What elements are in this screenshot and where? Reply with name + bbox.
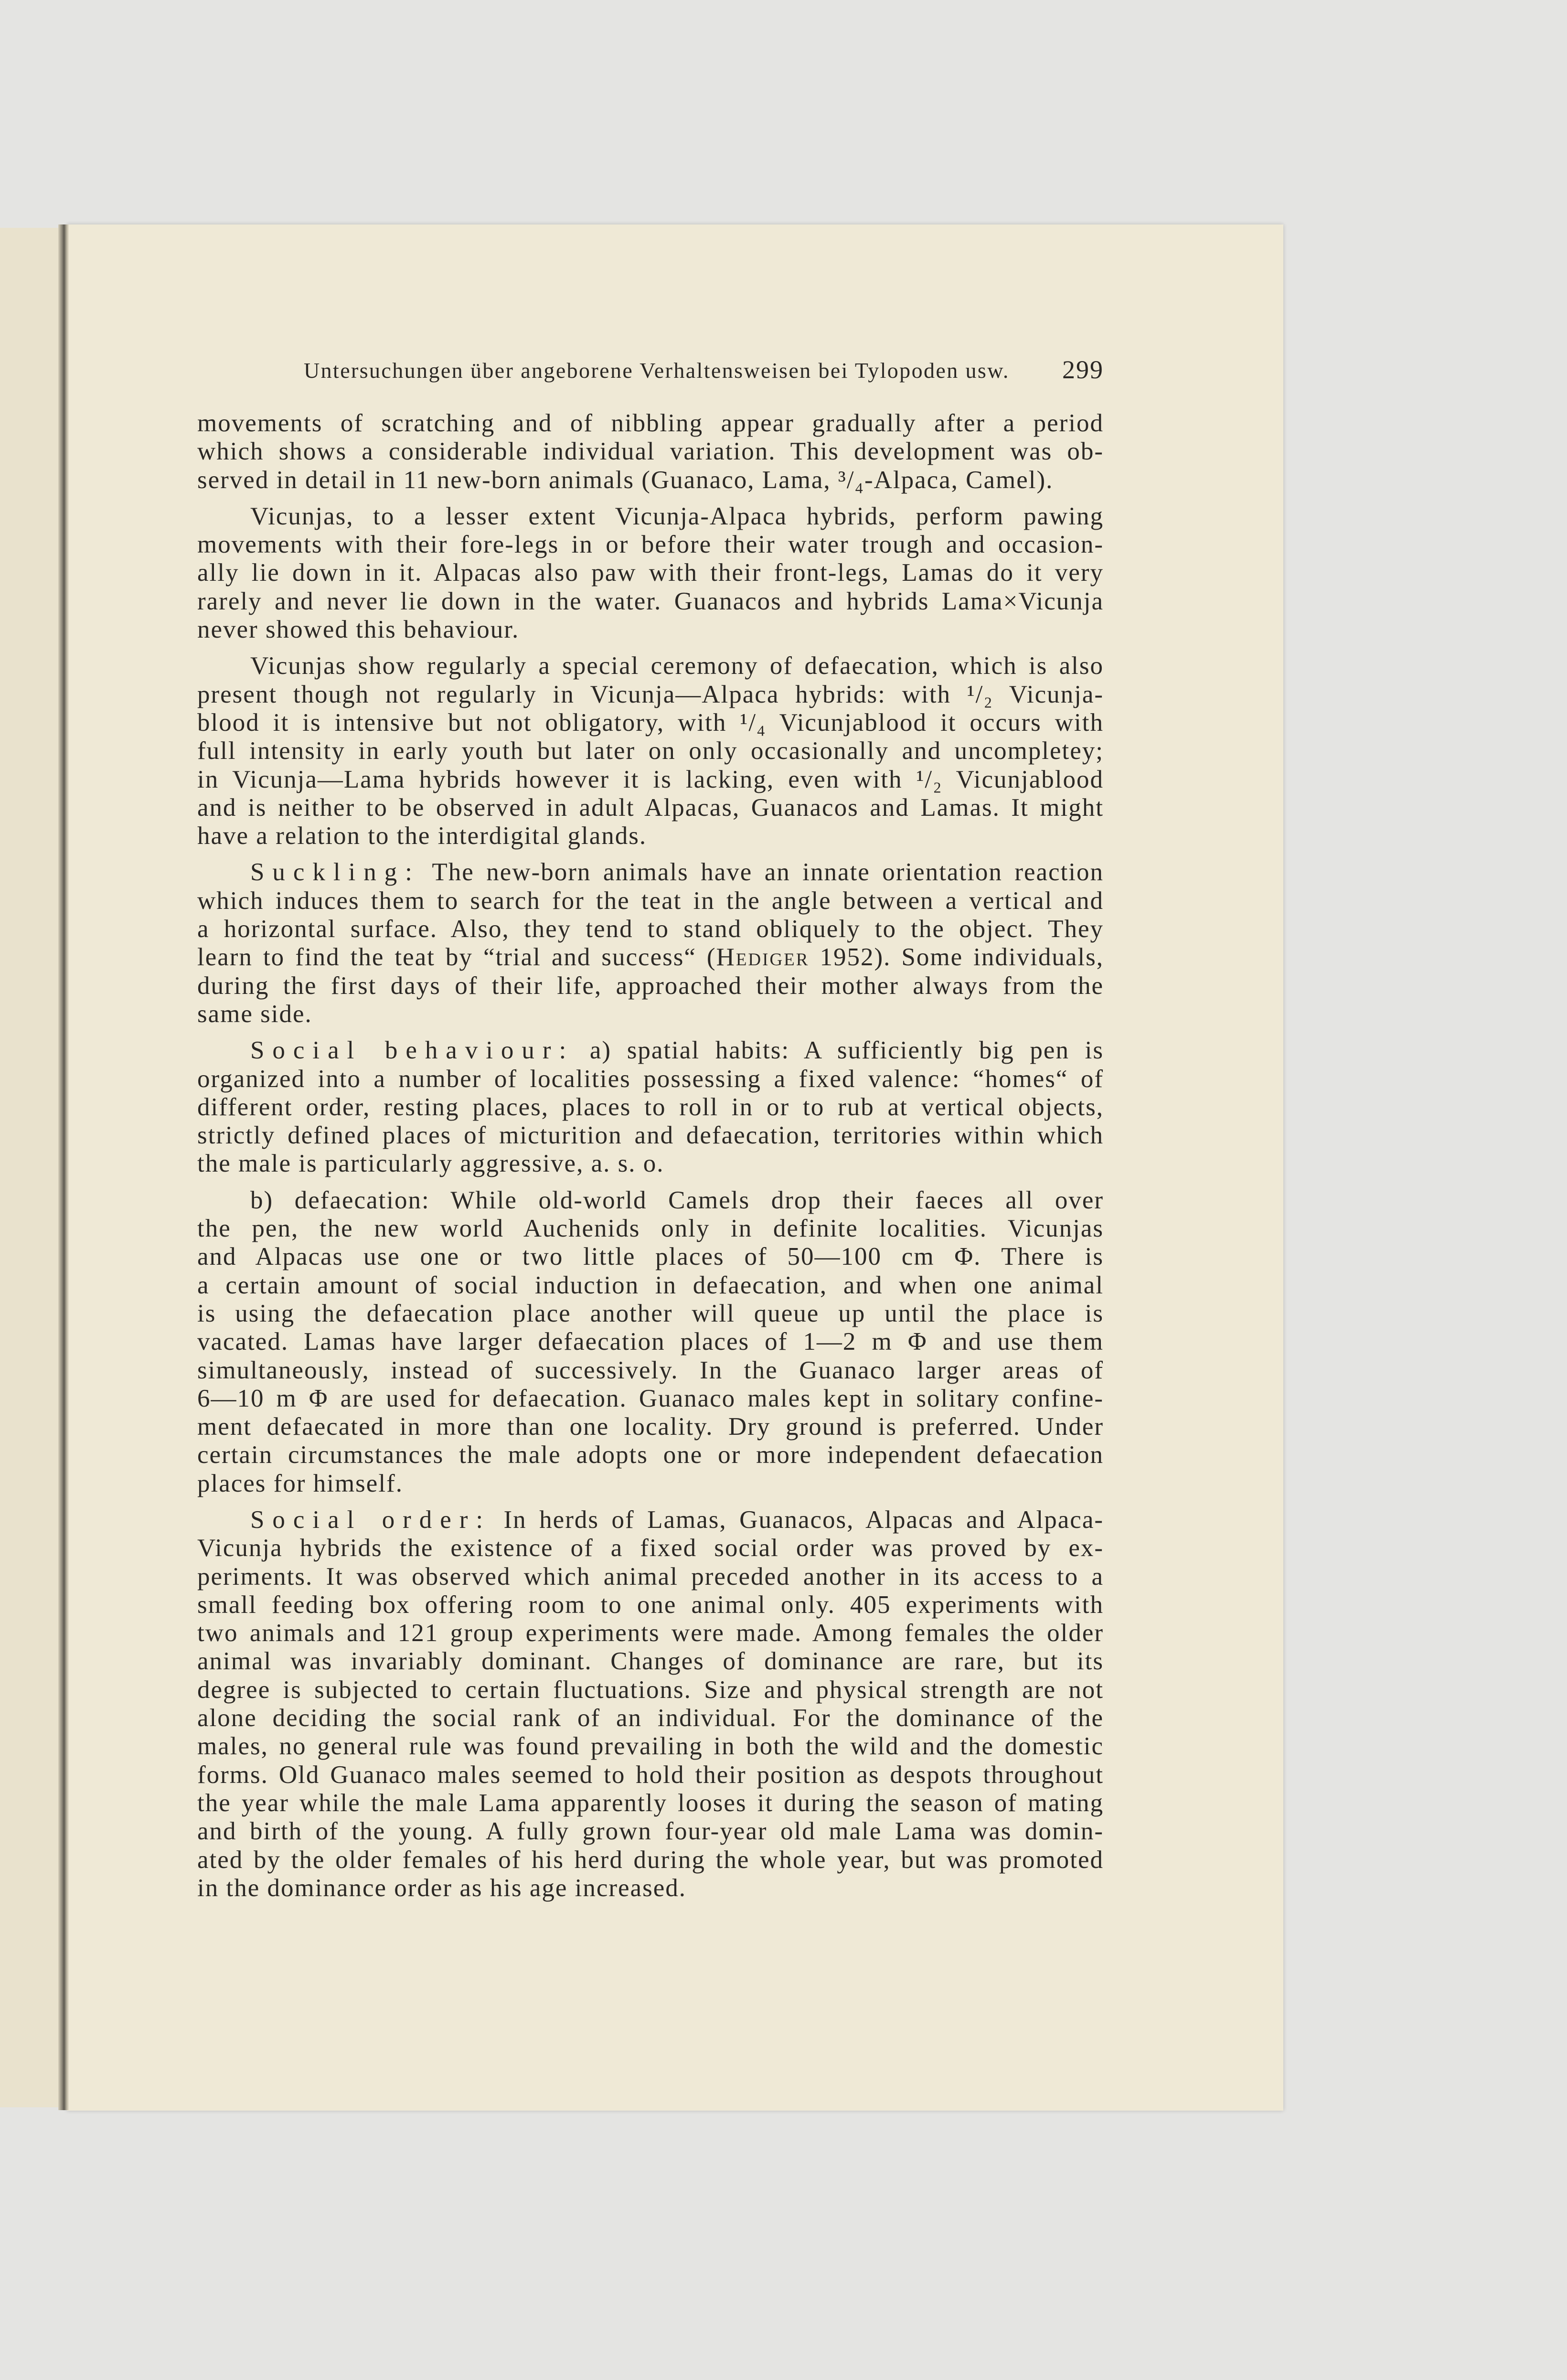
line-text: a) spatial habits: A sufficiently big pen is [589,1036,1104,1065]
page-number: 299 [1062,355,1104,384]
text-line: full intensity in early youth but later on only occasionally and uncompletey; [197,737,1104,765]
text-line: during the first days of their life, approached their mother always from the [197,971,1104,1000]
text-line: ated by the older females of his herd during the whole year, but was promoted [197,1846,1104,1874]
line-text: In herds of Lamas, Guanacos, Alpacas and Alpaca- [503,1505,1104,1534]
text-line: which shows a considerable individual variation. This development was ob- [197,438,1104,466]
paragraph [197,1506,1104,1902]
text-line: the year while the male Lama apparently looses it during the season of mating [197,1789,1104,1817]
text-line: places for himself. [197,1469,403,1497]
text-line: ment defaecated in more than one locality. Dry ground is preferred. Under [197,1413,1104,1441]
text-line: Vicunjas, to a lesser extent Vicunja-Alpaca hybrids, perform pawing [250,502,1104,530]
paragraph [197,1036,1104,1178]
text-line: Vicunja hybrids the existence of a fixed social order was proved by ex- [197,1534,1104,1562]
text-line: animal was invariably dominant. Changes of dominance are rare, but its [197,1647,1104,1676]
text-line: alone deciding the social rank of an individual. For the dominance of the [197,1704,1104,1732]
text-line: movements of scratching and of nibbling appear gradually after a period [197,409,1104,437]
paragraph [197,502,1104,644]
text-line: different order, resting places, places to roll in or to rub at vertical objects, [197,1093,1104,1121]
line-text: 1952). Some individuals, [809,943,1104,971]
text-line: simultaneously, instead of successively. In the Guanaco larger areas of [197,1356,1104,1384]
paragraph [197,858,1104,1028]
text-line: rarely and never lie down in the water. Guanacos and hybrids Lama×Vicunja [197,587,1104,615]
author-citation: Hediger [716,943,810,971]
text-line: ally lie down in it. Alpacas also paw with their front-legs, Lamas do it very [197,559,1104,587]
text-line: males, no general rule was found prevailing in both the wild and the domestic [197,1732,1104,1761]
text-line: 6—10 m Φ are used for defaecation. Guanaco males kept in solitary confine- [197,1384,1104,1412]
text-line: present though not regularly in Vicunja—Alpaca hybrids: with ¹/₂ Vicunja- [197,680,1104,708]
text-line [197,943,1104,971]
facing-page-edge [0,228,61,2107]
text-line: a certain amount of social induction in defaecation, and when one animal [197,1271,1104,1299]
text-line: the male is particularly aggressive, a. s. o. [197,1150,664,1178]
running-head: Untersuchungen über angeborene Verhaltensweisen bei Tylopoden usw. [304,358,1010,383]
text-line: never showed this behaviour. [197,616,520,644]
text-line: organized into a number of localities possessing a fixed valence: “homes“ of [197,1065,1104,1093]
text-line [197,858,1104,886]
text-line: in Vicunja—Lama hybrids however it is lacking, even with ¹/₂ Vicunjablood [197,765,1104,793]
text-line: b) defaecation: While old-world Camels drop their faeces all over [250,1186,1104,1214]
text-line: movements with their fore-legs in or before their water trough and occasion- [197,531,1104,559]
text-line: have a relation to the interdigital glands. [197,822,647,850]
spaced-heading: Social order: [250,1505,491,1534]
text-line: which induces them to search for the teat in the angle between a vertical and [197,886,1104,915]
text-line: Vicunjas show regularly a special ceremony of defaecation, which is also [250,652,1104,680]
text-line: a horizontal surface. Also, they tend to stand obliquely to the object. They [197,915,1104,943]
text-line: forms. Old Guanaco males seemed to hold their position as despots throughout [197,1761,1104,1789]
text-line: strictly defined places of micturition and defaecation, territories within which [197,1121,1104,1150]
text-line: is using the defaecation place another will queue up until the place is [197,1299,1104,1327]
text-line: blood it is intensive but not obligatory, with ¹/₄ Vicunjablood it occurs with [197,708,1104,736]
paragraph [197,409,1104,494]
text-line: and birth of the young. A fully grown four-year old male Lama was domin- [197,1817,1104,1846]
text-line: small feeding box offering room to one animal only. 405 experiments with [197,1590,1104,1619]
spaced-heading: Social behaviour: [250,1036,575,1065]
text-line: served in detail in 11 new-born animals (Guanaco, Lama, ³/₄-Alpaca, Camel). [197,466,1054,494]
text-line: the pen, the new world Auchenids only in definite localities. Vicunjas [197,1215,1104,1243]
text-line [197,1036,1104,1065]
paragraph [197,652,1104,850]
line-text: learn to find the teat by “trial and success“ ( [197,943,716,971]
line-text: The new-born animals have an innate orientation reaction [432,858,1104,886]
text-line: and is neither to be observed in adult Alpacas, Guanacos and Lamas. It might [197,793,1104,822]
text-line: degree is subjected to certain fluctuations. Size and physical strength are not [197,1676,1104,1704]
body-text [197,409,1104,1902]
text-line: vacated. Lamas have larger defaecation places of 1—2 m Φ and use them [197,1328,1104,1356]
text-line: same side. [197,1000,312,1028]
paragraph [197,1186,1104,1498]
text-line: and Alpacas use one or two little places of 50—100 cm Φ. There is [197,1243,1104,1271]
spaced-heading: Suckling: [250,858,420,886]
text-line: periments. It was observed which animal preceded another in its access to a [197,1562,1104,1590]
text-line: certain circumstances the male adopts one or more independent defaecation [197,1441,1104,1469]
text-line [197,1506,1104,1534]
text-line: two animals and 121 group experiments were made. Among females the older [197,1619,1104,1647]
gutter-shadow [58,224,69,2110]
text-line: in the dominance order as his age increased. [197,1874,686,1902]
